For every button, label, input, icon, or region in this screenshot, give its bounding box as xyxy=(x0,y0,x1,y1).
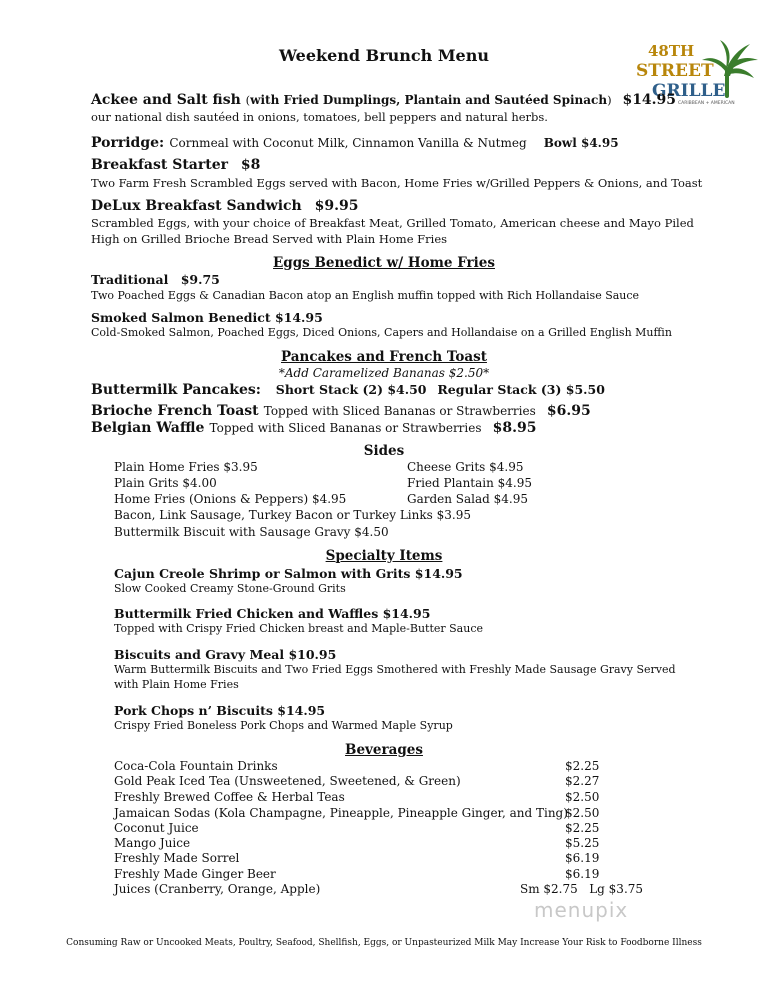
beverages-heading: Beverages xyxy=(345,742,423,758)
beverage-name: Freshly Brewed Coffee & Herbal Teas xyxy=(114,790,345,804)
specialty-item-desc: Slow Cooked Creamy Stone-Ground Grits xyxy=(114,582,346,595)
specialty-heading: Specialty Items xyxy=(325,548,443,564)
side-item: Plain Home Fries $3.95 xyxy=(114,460,258,474)
svg-text:STREET: STREET xyxy=(636,61,714,81)
ackee-item xyxy=(91,92,676,108)
specialty-item-name: Pork Chops n’ Biscuits $14.95 xyxy=(114,703,326,718)
beverage-name: Gold Peak Iced Tea (Unsweetened, Sweetened, & Green) xyxy=(114,774,461,788)
ackee-name: Ackee and Salt fish xyxy=(91,92,241,108)
beverage-name: Mango Juice xyxy=(114,836,191,850)
starter-item xyxy=(91,157,260,173)
page-title: Weekend Brunch Menu xyxy=(279,46,489,65)
starter-desc: Two Farm Fresh Scrambled Eggs served with Bacon, Home Fries w/Grilled Peppers & Onions, and Toast xyxy=(91,176,703,190)
brioche-desc: Topped with Sliced Bananas or Strawberries xyxy=(263,404,536,418)
beverage-price: Sm $2.75 Lg $3.75 xyxy=(520,882,644,896)
specialty-item-desc-cont: with Plain Home Fries xyxy=(114,678,239,691)
svg-text:48TH: 48TH xyxy=(648,42,695,60)
buttermilk-pancakes-item xyxy=(91,382,605,398)
beverage-price: $2.25 xyxy=(565,759,600,773)
side-item: Home Fries (Onions & Peppers) $4.95 xyxy=(114,492,347,506)
traditional-item xyxy=(91,272,220,287)
food-safety-disclaimer: Consuming Raw or Uncooked Meats, Poultry, Seafood, Shellfish, Eggs, or Unpasteurized Milk May Increase Your Risk to Foodborne Illness xyxy=(66,938,702,948)
beverage-price: $2.50 xyxy=(565,790,600,804)
delux-name: DeLux Breakfast Sandwich xyxy=(91,198,302,214)
specialty-item-desc: Warm Buttermilk Biscuits and Two Fried Eggs Smothered with Freshly Made Sausage Gravy Served xyxy=(114,663,676,676)
traditional-desc: Two Poached Eggs & Canadian Bacon atop an English muffin topped with Rich Hollandaise Sauce xyxy=(91,289,640,302)
side-item: Fried Plantain $4.95 xyxy=(407,476,533,490)
beverage-name: Juices (Cranberry, Orange, Apple) xyxy=(114,882,321,896)
beverage-name: Coca-Cola Fountain Drinks xyxy=(114,759,278,773)
ackee-price: $14.95 xyxy=(622,92,677,108)
starter-name: Breakfast Starter xyxy=(91,157,228,173)
beverage-price: $6.19 xyxy=(565,851,600,865)
delux-desc-line1: Scrambled Eggs, with your choice of Breakfast Meat, Grilled Tomato, American cheese and Mayo Piled xyxy=(91,216,694,230)
ackee-paren-close: ) xyxy=(607,93,612,107)
waffle-item xyxy=(91,417,536,436)
salmon-benedict-name: Smoked Salmon Benedict $14.95 xyxy=(91,310,323,325)
side-item: Bacon, Link Sausage, Turkey Bacon or Turkey Links $3.95 xyxy=(114,508,471,522)
starter-price: $8 xyxy=(240,157,261,173)
delux-desc-line2: High on Grilled Brioche Bread Served with Plain Home Fries xyxy=(91,232,448,246)
svg-text:GRILLE: GRILLE xyxy=(652,81,726,101)
salmon-benedict-desc: Cold-Smoked Salmon, Poached Eggs, Diced Onions, Capers and Hollandaise on a Grilled English Muffin xyxy=(91,326,672,339)
beverage-price: $6.19 xyxy=(565,867,600,881)
specialty-item-name: Buttermilk Fried Chicken and Waffles $14.95 xyxy=(114,606,431,621)
side-item: Cheese Grits $4.95 xyxy=(407,460,524,474)
beverage-price: $2.25 xyxy=(565,821,600,835)
traditional-price: $9.75 xyxy=(180,272,220,287)
ackee-extra: with Fried Dumplings, Plantain and Sautéed Spinach xyxy=(250,93,608,107)
beverage-name: Freshly Made Ginger Beer xyxy=(114,867,276,881)
waffle-name: Belgian Waffle xyxy=(91,420,205,436)
side-item: Buttermilk Biscuit with Sausage Gravy $4.50 xyxy=(114,525,389,539)
specialty-item-name: Biscuits and Gravy Meal $10.95 xyxy=(114,647,337,662)
porridge-name: Porridge: xyxy=(91,135,165,151)
specialty-item-desc: Topped with Crispy Fried Chicken breast and Maple-Butter Sauce xyxy=(114,622,483,635)
pancakes-heading: Pancakes and French Toast xyxy=(281,349,487,365)
ackee-desc: our national dish sautéed in onions, tomatoes, bell peppers and natural herbs. xyxy=(91,110,548,124)
beverage-name: Jamaican Sodas (Kola Champagne, Pineapple, Pineapple Ginger, and Ting) xyxy=(114,806,568,820)
beverage-name: Freshly Made Sorrel xyxy=(114,851,240,865)
traditional-name: Traditional xyxy=(91,272,169,287)
short-stack-price: Short Stack (2) $4.50 xyxy=(275,382,427,397)
beverage-price: $2.27 xyxy=(565,774,600,788)
delux-price: $9.95 xyxy=(314,198,359,214)
pancakes-note: *Add Caramelized Bananas $2.50* xyxy=(278,366,490,380)
beverage-price: $5.25 xyxy=(565,836,600,850)
delux-item xyxy=(91,198,358,214)
watermark: menupix xyxy=(534,898,629,922)
brioche-name: Brioche French Toast xyxy=(91,403,259,419)
beverage-name: Coconut Juice xyxy=(114,821,199,835)
benedict-heading: Eggs Benedict w/ Home Fries xyxy=(273,255,495,271)
ackee-paren-open: ( xyxy=(245,93,251,107)
side-item: Garden Salad $4.95 xyxy=(407,492,529,506)
buttermilk-pancakes-name: Buttermilk Pancakes: xyxy=(91,382,261,398)
svg-text:CARIBBEAN + AMERICAN: CARIBBEAN + AMERICAN xyxy=(678,101,735,106)
specialty-item-name: Cajun Creole Shrimp or Salmon with Grits $14.95 xyxy=(114,566,463,581)
waffle-desc: Topped with Sliced Bananas or Strawberries xyxy=(209,421,482,435)
sides-heading: Sides xyxy=(363,443,405,459)
waffle-price: $8.95 xyxy=(492,420,537,436)
specialty-item-desc: Crispy Fried Boneless Pork Chops and Warmed Maple Syrup xyxy=(114,719,453,732)
porridge-desc: Cornmeal with Coconut Milk, Cinnamon Vanilla & Nutmeg xyxy=(169,136,527,150)
side-item: Plain Grits $4.00 xyxy=(114,476,217,490)
regular-stack-price: Regular Stack (3) $5.50 xyxy=(437,382,605,397)
beverage-price: $2.50 xyxy=(565,806,600,820)
porridge-price: Bowl $4.95 xyxy=(543,136,619,150)
brioche-price: $6.95 xyxy=(546,403,591,419)
porridge-item xyxy=(91,132,619,151)
